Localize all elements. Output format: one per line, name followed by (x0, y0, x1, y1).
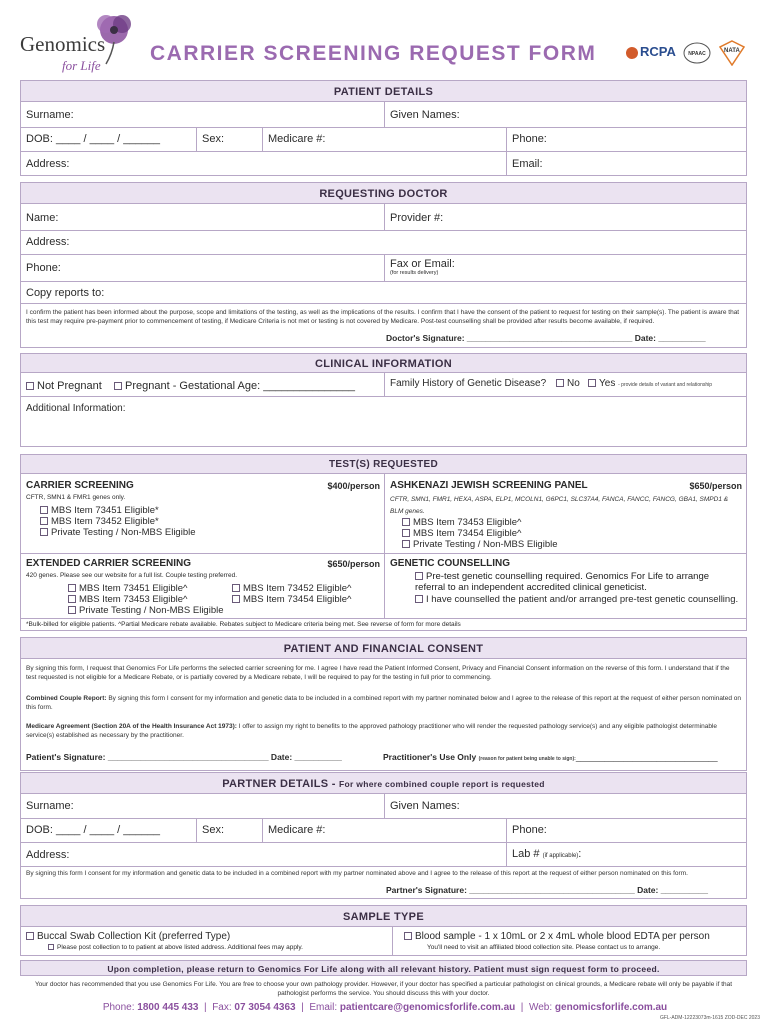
checkbox-icon[interactable] (68, 606, 76, 614)
patient-details-heading (20, 80, 747, 102)
phone-number[interactable]: 1800 445 433 (137, 1002, 199, 1013)
family-history-question: Family History of Genetic Disease? (390, 378, 547, 389)
divider (384, 204, 385, 230)
genetic-counselling-title: GENETIC COUNSELLING (390, 558, 511, 569)
extended-option-1-label: MBS Item 73451 Eligible^ (79, 583, 188, 594)
patient-given-names-field[interactable]: Given Names: (390, 109, 460, 121)
divider (506, 127, 507, 176)
counselling-option-1-label: Pre-test genetic counselling required. Genomics For Life to arrange referral to an independent accredited clinical geneticist. (415, 571, 710, 593)
form-code: GFL-ADM-12223073m-1615 ZOD-DEC 2023 (659, 1015, 760, 1021)
ashkenazi-panel-genes: CFTR, SMN1, FMR1, HEXA, ASPA, ELP1, MCOLN1, G6PC1, SLC37A4, FANCA, FANCC, FANCG, GBA1, SMPD1 & BLM genes. (390, 496, 729, 515)
partner-consent-text: By signing this form I consent for my information and genetic data to be included in a combined report with my partner nominated above and I agree to the release of this report at the request of either person nominated on this form. (26, 870, 688, 877)
clinical-info-heading-text: CLINICAL INFORMATION (315, 358, 452, 370)
checkbox-icon[interactable] (402, 529, 410, 537)
family-history-no-option[interactable] (556, 378, 580, 389)
counselling-option-2[interactable] (415, 594, 738, 605)
divider (20, 842, 747, 843)
patient-surname-field[interactable]: Surname: (26, 109, 74, 121)
accreditation-seal-icon (683, 42, 711, 64)
checkbox-icon[interactable] (40, 528, 48, 536)
checkbox-icon[interactable] (415, 572, 423, 580)
lab-note: (if applicable) (542, 853, 579, 859)
divider (20, 151, 747, 152)
combined-report-label: Combined Couple Report: (26, 695, 107, 702)
partner-address-field[interactable]: Address: (26, 849, 70, 861)
practitioner-use-note: (reason for patient being unable to sign): (478, 756, 576, 762)
counselling-option-1[interactable] (415, 571, 735, 593)
requesting-doctor-heading (20, 182, 747, 204)
return-instructions-banner (20, 960, 747, 976)
separator: | (201, 1002, 210, 1013)
combined-report-text: By signing this form I consent for my information and genetic data to be included in a combined report with my partner nominated below and I agree to the release of this report at the request of either person nominated on this form. (26, 695, 742, 711)
divider (384, 254, 385, 281)
pregnant-option[interactable] (114, 380, 355, 392)
checkbox-icon[interactable] (415, 595, 423, 603)
doctor-fax-note: (for results delivery) (390, 270, 439, 276)
tests-requested-heading (20, 454, 747, 474)
medicare-agreement-label: Medicare Agreement (Section 20A of the Health Insurance Act 1973): (26, 723, 237, 730)
doctor-consent-text: I confirm the patient has been informed about the purpose, scope and limitations of the testing, as well as the implications of the results. I confirm that I have the consent of the patient to request for testing on their sample(s). The patient is aware that this test may require pre-payment prior to commencement of testing, if Medicare Criteria is not met or testing is not covered by Medicare. Post-test counselling shall be provided after results become available, if required. (26, 309, 740, 325)
consent-paragraph-3 (26, 722, 741, 740)
rcpa-logo-text: RCPA (640, 44, 676, 59)
partner-dob-field[interactable]: DOB: ____ / ____ / ______ (26, 824, 160, 836)
carrier-screening-title: CARRIER SCREENING (26, 480, 134, 491)
doctor-address-field[interactable]: Address: (26, 236, 70, 248)
practitioner-use-label: Practitioner's Use Only (383, 752, 477, 762)
svg-text:NPAAC: NPAAC (688, 51, 706, 57)
contact-line (0, 1002, 770, 1013)
consent-paragraph-2 (26, 694, 741, 712)
doctor-provider-field[interactable]: Provider #: (390, 212, 444, 224)
web-label: Web: (528, 1002, 553, 1013)
ashkenazi-panel-title: ASHKENAZI JEWISH SCREENING PANEL (390, 480, 588, 491)
sample-type-heading (20, 905, 747, 927)
divider (20, 618, 747, 619)
checkbox-icon[interactable] (402, 518, 410, 526)
checkbox-icon[interactable] (68, 584, 76, 592)
divider (20, 127, 747, 128)
consent-paragraph-1: By signing this form, I request that Genomics For Life performs the selected carrier screening for me. I agree I have read the Patient Informed Consent, Privacy and Financial Consent information on the reverse of this form. I understand that if the test requested is not eligible for a Medicare Rebate, or is partially covered by a Medicare rebate, I will be required to pay for the testing in full prior to commencing. (26, 665, 730, 681)
separator: | (298, 1002, 307, 1013)
doctor-name-field[interactable]: Name: (26, 212, 59, 224)
yes-note: - provide details of variant and relationship (618, 382, 713, 388)
ashkenazi-option-2-label: MBS Item 73454 Eligible^ (413, 528, 522, 539)
partner-phone-field[interactable]: Phone: (512, 824, 547, 836)
buccal-swab-note[interactable] (48, 944, 303, 951)
divider (196, 127, 197, 151)
partner-lab-field[interactable] (512, 848, 581, 860)
web-link[interactable]: genomicsforlife.com.au (554, 1002, 668, 1013)
tests-requested-heading-text: TEST(S) REQUESTED (329, 459, 438, 470)
extended-option-3-label: Private Testing / Non-MBS Eligible (79, 605, 224, 616)
divider (384, 794, 385, 818)
doctor-fax-email-field[interactable]: Fax or Email: (390, 258, 455, 270)
partner-medicare-field[interactable]: Medicare #: (268, 824, 326, 836)
divider (20, 281, 747, 282)
carrier-option-3[interactable] (40, 527, 196, 538)
divider (384, 474, 385, 619)
copy-reports-field[interactable]: Copy reports to: (26, 287, 105, 299)
buccal-swab-label: Buccal Swab Collection Kit (preferred Type) (37, 931, 231, 942)
blood-sample-label: Blood sample - 1 x 10mL or 2 x 4mL whole blood EDTA per person (415, 931, 710, 942)
partner-details-heading (20, 772, 747, 794)
divider (20, 553, 747, 554)
divider (392, 927, 393, 956)
divider (20, 866, 747, 867)
carrier-option-2[interactable] (40, 516, 159, 527)
patient-signature-field[interactable]: Patient's Signature: __________________________________ Date: __________ (26, 752, 342, 762)
carrier-option-2-label: MBS Item 73452 Eligible* (51, 516, 159, 527)
divider (20, 230, 747, 231)
logo-text-for-life: for Life (62, 58, 101, 73)
ashkenazi-option-1-label: MBS Item 73453 Eligible^ (413, 517, 522, 528)
divider (20, 303, 747, 304)
extended-option-2-label: MBS Item 73453 Eligible^ (79, 594, 188, 605)
pregnant-label: Pregnant - Gestational Age: _______________ (125, 380, 355, 392)
divider (20, 818, 747, 819)
return-instructions-text: Upon completion, please return to Genomics For Life along with all relevant history. Patient must sign request form to proceed. (107, 964, 660, 974)
checkbox-icon[interactable] (556, 379, 564, 387)
partner-given-names-field[interactable]: Given Names: (390, 800, 460, 812)
extended-option-5[interactable] (232, 594, 352, 605)
checkbox-icon[interactable] (588, 379, 596, 387)
pathology-choice-note: Your doctor has recommended that you use Genomics For Life. You are free to choose your own pathology provider. However, if your doctor has specified a particular pathologist on clinical grounds, a Medicare rebate will only be payable if that pathologist performs the service. You should discuss this with your doctor. (34, 981, 733, 997)
requesting-doctor-heading-text: REQUESTING DOCTOR (319, 188, 448, 200)
extended-option-5-label: MBS Item 73454 Eligible^ (243, 594, 352, 605)
checkbox-icon[interactable] (232, 595, 240, 603)
doctor-phone-field[interactable]: Phone: (26, 262, 61, 274)
accreditation-logos (623, 40, 753, 68)
ashkenazi-panel-price: $650/person (689, 481, 742, 491)
partner-details-heading-text: PARTNER DETAILS - (222, 778, 336, 790)
extended-option-1[interactable] (68, 583, 188, 594)
lab-colon: : (578, 848, 582, 860)
consent-heading-text: PATIENT AND FINANCIAL CONSENT (283, 643, 484, 655)
medicare-agreement-text: I offer to assign my right to benefits to the approved pathology practitioner who will render the requested pathology service(s) and any eligible pathologist determinable service(s) established as necessary by the practitioner. (26, 723, 718, 739)
practitioner-signature-line: ______________________________ (575, 752, 718, 762)
clinical-info-heading (20, 353, 747, 373)
patient-email-field[interactable]: Email: (512, 158, 543, 170)
nata-logo-text: NATA (724, 48, 740, 54)
extended-screening-price: $650/person (327, 559, 380, 569)
patient-details-heading-text: PATIENT DETAILS (333, 86, 434, 98)
patient-dob-field[interactable]: DOB: ____ / ____ / ______ (26, 133, 160, 145)
divider (20, 396, 747, 397)
carrier-option-1[interactable] (40, 505, 159, 516)
phone-label: Phone: (102, 1002, 135, 1013)
divider (384, 102, 385, 127)
buccal-swab-option[interactable] (26, 931, 230, 942)
logo-text-genomics: Genomics (20, 32, 106, 56)
additional-info-field[interactable]: Additional Information: (26, 403, 126, 414)
checkbox-icon[interactable] (26, 382, 34, 390)
divider (506, 818, 507, 866)
buccal-swab-note-label: Please post collection to to patient at above listed address. Additional fees may apply. (57, 944, 303, 951)
checkbox-icon[interactable] (48, 944, 54, 950)
fax-number[interactable]: 07 3054 4363 (234, 1002, 296, 1013)
ashkenazi-option-2[interactable] (402, 528, 522, 539)
counselling-option-2-label: I have counselled the patient and/or arranged pre-test genetic counselling. (426, 594, 739, 605)
carrier-screening-genes: CFTR, SMN1 & FMR1 genes only. (26, 494, 126, 501)
doctor-signature-field[interactable]: Doctor's Signature: ___________________________________ Date: __________ (386, 333, 706, 343)
divider (384, 373, 385, 396)
checkbox-icon[interactable] (404, 932, 412, 940)
form-title: CARRIER SCREENING REQUEST FORM (150, 42, 597, 65)
carrier-screening-price: $400/person (327, 481, 380, 491)
not-pregnant-option[interactable] (26, 380, 102, 392)
rcpa-badge-icon (625, 46, 639, 60)
yes-label: Yes (599, 378, 616, 389)
email-link[interactable]: patientcare@genomicsforlife.com.au (339, 1002, 516, 1013)
practitioner-use-field[interactable] (383, 752, 718, 762)
logo (20, 12, 140, 74)
partner-sex-field[interactable]: Sex: (202, 824, 225, 836)
carrier-option-1-label: MBS Item 73451 Eligible* (51, 505, 159, 516)
blood-sample-option[interactable] (404, 931, 710, 942)
extended-option-2[interactable] (68, 594, 188, 605)
checkbox-icon[interactable] (26, 932, 34, 940)
patient-medicare-field[interactable]: Medicare #: (268, 133, 326, 145)
patient-address-field[interactable]: Address: (26, 158, 70, 170)
tests-footnote: *Bulk-billed for eligible patients. ^Partial Medicare rebate available. Rebates subject to Medicare criteria being met. See reverse of form for more details (26, 621, 461, 628)
partner-surname-field[interactable]: Surname: (26, 800, 74, 812)
family-history-yes-option[interactable] (588, 378, 712, 389)
not-pregnant-label: Not Pregnant (37, 380, 102, 392)
blood-sample-note: You'll need to visit an affiliated blood collection site. Please contact us to arrange. (427, 944, 661, 951)
extended-option-3[interactable] (68, 605, 224, 616)
separator: | (518, 1002, 527, 1013)
divider (262, 127, 263, 151)
fax-label: Fax: (212, 1002, 232, 1013)
extended-screening-title: EXTENDED CARRIER SCREENING (26, 558, 192, 569)
divider (262, 818, 263, 842)
extended-option-4-label: MBS Item 73452 Eligible^ (243, 583, 352, 594)
checkbox-icon[interactable] (114, 382, 122, 390)
sample-type-heading-text: SAMPLE TYPE (343, 911, 424, 923)
ashkenazi-option-3-label: Private Testing / Non-MBS Eligible (413, 539, 558, 550)
patient-sex-field[interactable]: Sex: (202, 133, 225, 145)
extended-option-4[interactable] (232, 583, 352, 594)
no-label: No (567, 378, 580, 389)
lab-label: Lab # (512, 848, 540, 860)
divider (196, 818, 197, 842)
checkbox-icon[interactable] (232, 584, 240, 592)
extended-screening-genes: 420 genes. Please see our website for a full list. Couple testing preferred. (26, 572, 238, 579)
email-label: Email: (309, 1002, 338, 1013)
checkbox-icon[interactable] (40, 506, 48, 514)
consent-heading (20, 637, 747, 659)
patient-phone-field[interactable]: Phone: (512, 133, 547, 145)
partner-signature-field[interactable]: Partner's Signature: ___________________________________ Date: __________ (386, 885, 708, 895)
ashkenazi-option-1[interactable] (402, 517, 522, 528)
partner-details-subheading: For where combined couple report is requested (339, 779, 545, 789)
carrier-option-3-label: Private Testing / Non-MBS Eligible (51, 527, 196, 538)
checkbox-icon[interactable] (68, 595, 76, 603)
checkbox-icon[interactable] (40, 517, 48, 525)
ashkenazi-option-3[interactable] (402, 539, 558, 550)
checkbox-icon[interactable] (402, 540, 410, 548)
